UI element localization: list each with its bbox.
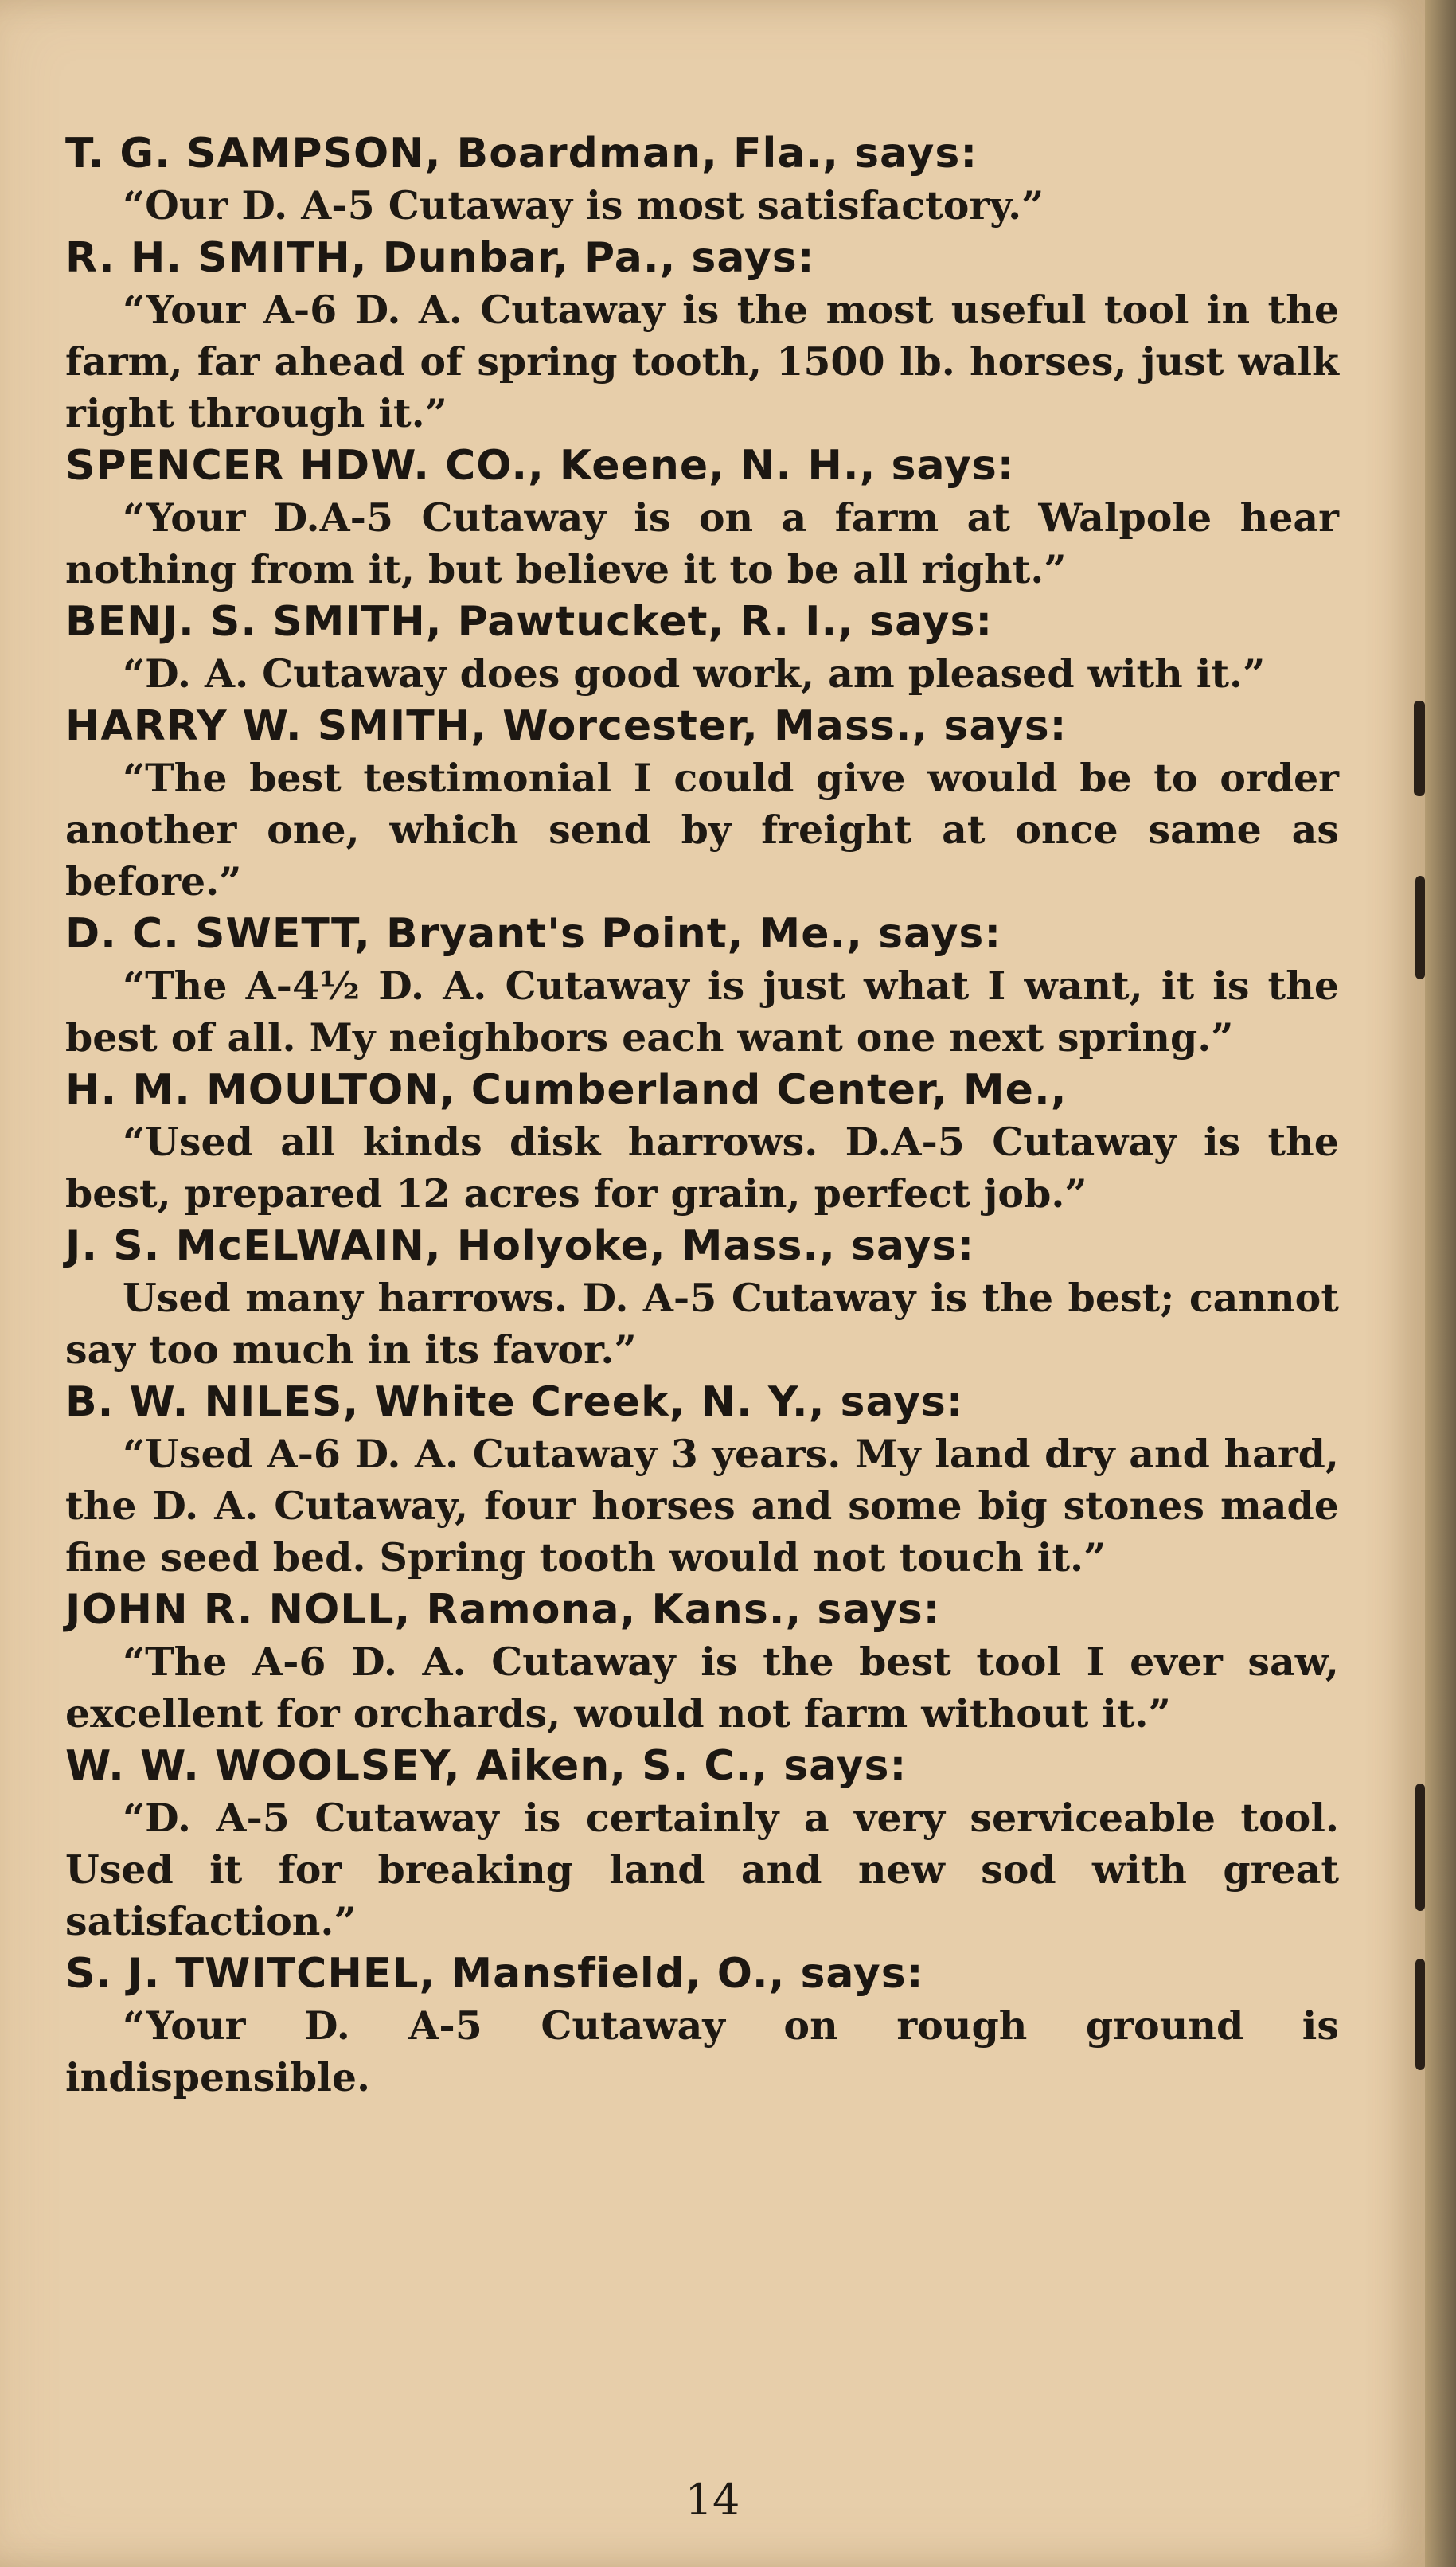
testimonial-name: J. S. McELWAIN, Holyoke, Mass., says: xyxy=(65,1222,975,1270)
testimonial-quote: “Used A-6 D. A. Cutaway 3 years. My land dry and hard, the D. A. Cutaway, four horses and some big stones made fine seed bed. Spring tooth would not touch it.” xyxy=(65,1431,1339,1580)
testimonial-quote: “Your D. A-5 Cutaway on rough ground is indispensible. xyxy=(65,2002,1339,2100)
binding-mark xyxy=(1415,1784,1425,1911)
testimonial-quote: “D. A. Cutaway does good work, am pleased with it.” xyxy=(123,651,1266,697)
testimonial-entry xyxy=(65,1948,1339,2104)
testimonial-name: S. J. TWITCHEL, Mansfield, O., says: xyxy=(65,1950,924,1998)
testimonial-quote: “Your D.A-5 Cutaway is on a farm at Walpole hear nothing from it, but believe it to be all right.” xyxy=(65,494,1339,592)
testimonial-entry xyxy=(65,440,1339,596)
testimonial-entry xyxy=(65,908,1339,1064)
testimonial-name: D. C. SWETT, Bryant's Point, Me., says: xyxy=(65,910,1002,958)
page-number: 14 xyxy=(685,2475,740,2525)
testimonial-name: BENJ. S. SMITH, Pawtucket, R. I., says: xyxy=(65,598,993,646)
testimonial-entry xyxy=(65,596,1339,700)
testimonial-name: HARRY W. SMITH, Worcester, Mass., says: xyxy=(65,702,1068,750)
testimonials-list xyxy=(65,127,1339,2104)
testimonial-name: SPENCER HDW. CO., Keene, N. H., says: xyxy=(65,442,1015,490)
testimonial-entry xyxy=(65,1584,1339,1740)
testimonial-quote: “Used all kinds disk harrows. D.A-5 Cutaway is the best, prepared 12 acres for grain, perfect job.” xyxy=(65,1119,1339,1217)
binding-mark xyxy=(1415,1959,1425,2070)
testimonial-name: W. W. WOOLSEY, Aiken, S. C., says: xyxy=(65,1742,908,1790)
testimonial-name: JOHN R. NOLL, Ramona, Kans., says: xyxy=(65,1586,941,1634)
book-spine-edge xyxy=(1425,0,1456,2567)
testimonial-entry xyxy=(65,1740,1339,1948)
binding-mark xyxy=(1414,701,1425,796)
testimonial-name: R. H. SMITH, Dunbar, Pa., says: xyxy=(65,234,815,282)
testimonial-entry xyxy=(65,700,1339,908)
testimonial-quote: “D. A-5 Cutaway is certainly a very serviceable tool. Used it for breaking land and new sod with great satisfaction.” xyxy=(65,1795,1339,1944)
testimonial-quote: “The A-6 D. A. Cutaway is the best tool I ever saw, excellent for orchards, would not farm without it.” xyxy=(65,1639,1339,1737)
testimonial-quote: Used many harrows. D. A-5 Cutaway is the best; cannot say too much in its favor.” xyxy=(65,1275,1339,1373)
testimonial-quote: “The best testimonial I could give would be to order another one, which send by freight at once same as before.” xyxy=(65,755,1339,905)
testimonial-entry xyxy=(65,232,1339,440)
testimonial-name: H. M. MOULTON, Cumberland Center, Me., xyxy=(65,1066,1068,1114)
testimonial-name: B. W. NILES, White Creek, N. Y., says: xyxy=(65,1378,964,1426)
testimonial-name: T. G. SAMPSON, Boardman, Fla., says: xyxy=(65,130,978,178)
testimonial-quote: “The A-4½ D. A. Cutaway is just what I want, it is the best of all. My neighbors each want one next spring.” xyxy=(65,963,1339,1061)
testimonial-quote: “Your A-6 D. A. Cutaway is the most useful tool in the farm, far ahead of spring tooth, 1500 lb. horses, just walk right through it.” xyxy=(65,287,1339,436)
testimonial-quote: “Our D. A-5 Cutaway is most satisfactory.” xyxy=(123,182,1044,229)
binding-mark xyxy=(1415,876,1425,979)
testimonial-entry xyxy=(65,1064,1339,1220)
testimonial-entry xyxy=(65,1376,1339,1584)
testimonial-entry xyxy=(65,1220,1339,1376)
testimonial-entry xyxy=(65,127,1339,232)
